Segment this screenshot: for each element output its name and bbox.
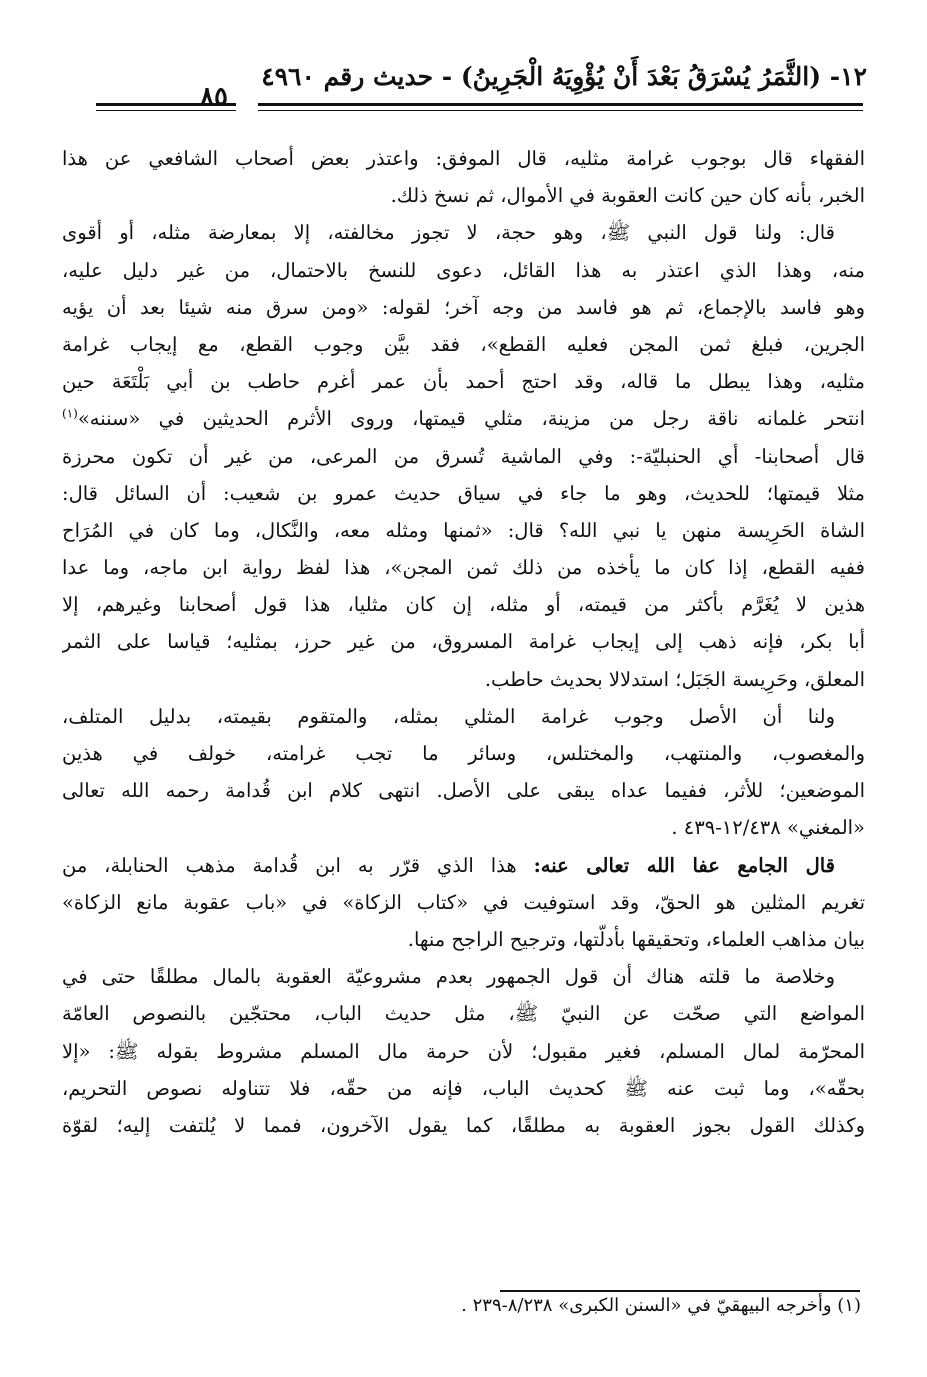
bold-lead: قال الجامع عفا الله تعالى عنه:	[533, 853, 835, 877]
text-line: المواضع التي صحّت عن النبيّ ﷺ، مثل حديث الباب، محتجّين بالنصوص العامّة	[62, 1002, 865, 1026]
line-text: هذا الذي قرّر به ابن قُدامة مذهب الحنابلة، من	[62, 853, 517, 877]
text-line: «المغني» ١٢/٤٣٨-٤٣٩ .	[671, 816, 865, 840]
text-line: وكذلك القول بجوز العقوبة به مطلقًا، كما يقول الآخرون، فمما لا يُلتفت إليه؛ لقوّة	[62, 1113, 865, 1137]
body-text	[62, 140, 865, 1144]
text-line: مثليه، وهذا يبطل ما قاله، وقد احتج أحمد بأن عمر أغرم حاطب بن أبي بَلْتَعَة حين	[62, 370, 865, 394]
header-rule-top	[258, 103, 863, 106]
text-line: المعلق، وحَرِيسة الجَبَل؛ استدلالا بحديث حاطب.	[484, 667, 865, 691]
text-line: بيان مذاهب العلماء، وتحقيقها بأدلّتها، وترجيح الراجح منها.	[407, 927, 865, 951]
text-line: مثلا قيمتها؛ للحديث، وهو ما جاء في سياق حديث عمرو بن شعيب: أن السائل قال:	[62, 481, 865, 505]
text-line: الشاة الحَرِيسة منهن يا نبي الله؟ قال: «ثمنها ومثله معه، والنَّكال، وما كان في المُرَاح	[62, 518, 865, 542]
text-line: الجرين، فبلغ ثمن المجن فعليه القطع»، فقد بيَّن وجوب القطع، مع إيجاب غرامة	[62, 332, 865, 356]
text-line: منه، وهذا الذي اعتذر به هذا القائل، دعوى للنسخ بالاحتمال، من غير دليل عليه،	[62, 258, 865, 282]
text-line	[62, 400, 865, 437]
text-line: تغريم المثلين هو الحقّ، وقد استوفيت في «كتاب الزكاة» في «باب عقوبة مانع الزكاة»	[62, 890, 865, 914]
page-number-rule-bottom	[96, 110, 236, 111]
text-line: ولنا أن الأصل وجوب غرامة المثلي بمثله، والمتقوم بقيمته، بدليل المتلف،	[62, 704, 835, 728]
text-line: قال: ولنا قول النبي ﷺ، وهو حجة، لا تجوز مخالفته، إلا بمعارضة مثله، أو أقوى	[62, 221, 835, 245]
text-line: وخلاصة ما قلته هناك أن قول الجمهور بعدم مشروعيّة العقوبة بالمال مطلقًا حتى في	[62, 965, 835, 989]
text-line: الموضعين؛ للأثر، ففيما عداه يبقى على الأصل. انتهى كلام ابن قُدامة رحمه الله تعالى	[62, 779, 865, 803]
footnote-marker: (١)	[62, 406, 78, 421]
text-line: ففيه القطع، إذا كان ما يأخذه من ذلك ثمن المجن»، هذا لفظ رواية ابن ماجه، وما عدا	[62, 556, 865, 580]
text-line: أبا بكر، فإنه ذهب إلى إيجاب غرامة المسروق، من غير حرز، بمثليه؛ قياسا على الثمر	[62, 630, 865, 654]
text-line: الخبر، بأنه كان حين كانت العقوبة في الأموال، ثم نسخ ذلك.	[390, 184, 865, 208]
text-line: والمغصوب، والمنتهب، والمختلس، وسائر ما تجب غرامته، خولف في هذين	[62, 742, 865, 765]
page-number: ٨٥	[200, 82, 228, 112]
header-rule-bottom	[258, 110, 863, 111]
text-line: المحرّمة لمال المسلم، فغير مقبول؛ لأن حرمة مال المسلم مشروط بقوله ﷺ: «إلا	[62, 1039, 865, 1063]
text-line: الفقهاء قال بوجوب غرامة مثليه، قال الموفق: واعتذر بعض أصحاب الشافعي عن هذا	[62, 147, 865, 170]
line-text: انتحر غلمانه ناقة رجل من مزينة، مثلي قيمتها، وروى الأثرم الحديثين في «سننه»	[77, 407, 865, 431]
running-title: ١٢- (الثَّمَرُ يُسْرَقُ بَعْدَ أَنْ يُؤْوِيَهُ الْجَرِينُ) - حديث رقم ٤٩٦٠	[261, 62, 867, 91]
footnote: (١) وأخرجه البيهقيّ في «السنن الكبرى» ٨/٢٣٨-٢٣٩ .	[461, 1295, 861, 1316]
text-line: هذين لا يُغَرَّم بأكثر من قيمته، أو مثله، إن كان مثليا، هذا قول أصحابنا وغيرهم، إلا	[62, 593, 865, 617]
text-line	[62, 847, 865, 884]
text-line: قال أصحابنا- أي الحنبليّة-: وفي الماشية تُسرق من المرعى، من غير أن تكون محرزة	[62, 444, 865, 468]
text-line: بحقّه»، وما ثبت عنه ﷺ كحديث الباب، فإنه من حقّه، فلا تتناوله نصوص التحريم،	[62, 1076, 865, 1100]
page-number-rule-top	[96, 103, 236, 106]
text-line: وهو فاسد بالإجماع، ثم هو فاسد من وجه آخر؛ لقوله: «ومن سرق منه شيئا بعد أن يؤيه	[62, 295, 865, 319]
